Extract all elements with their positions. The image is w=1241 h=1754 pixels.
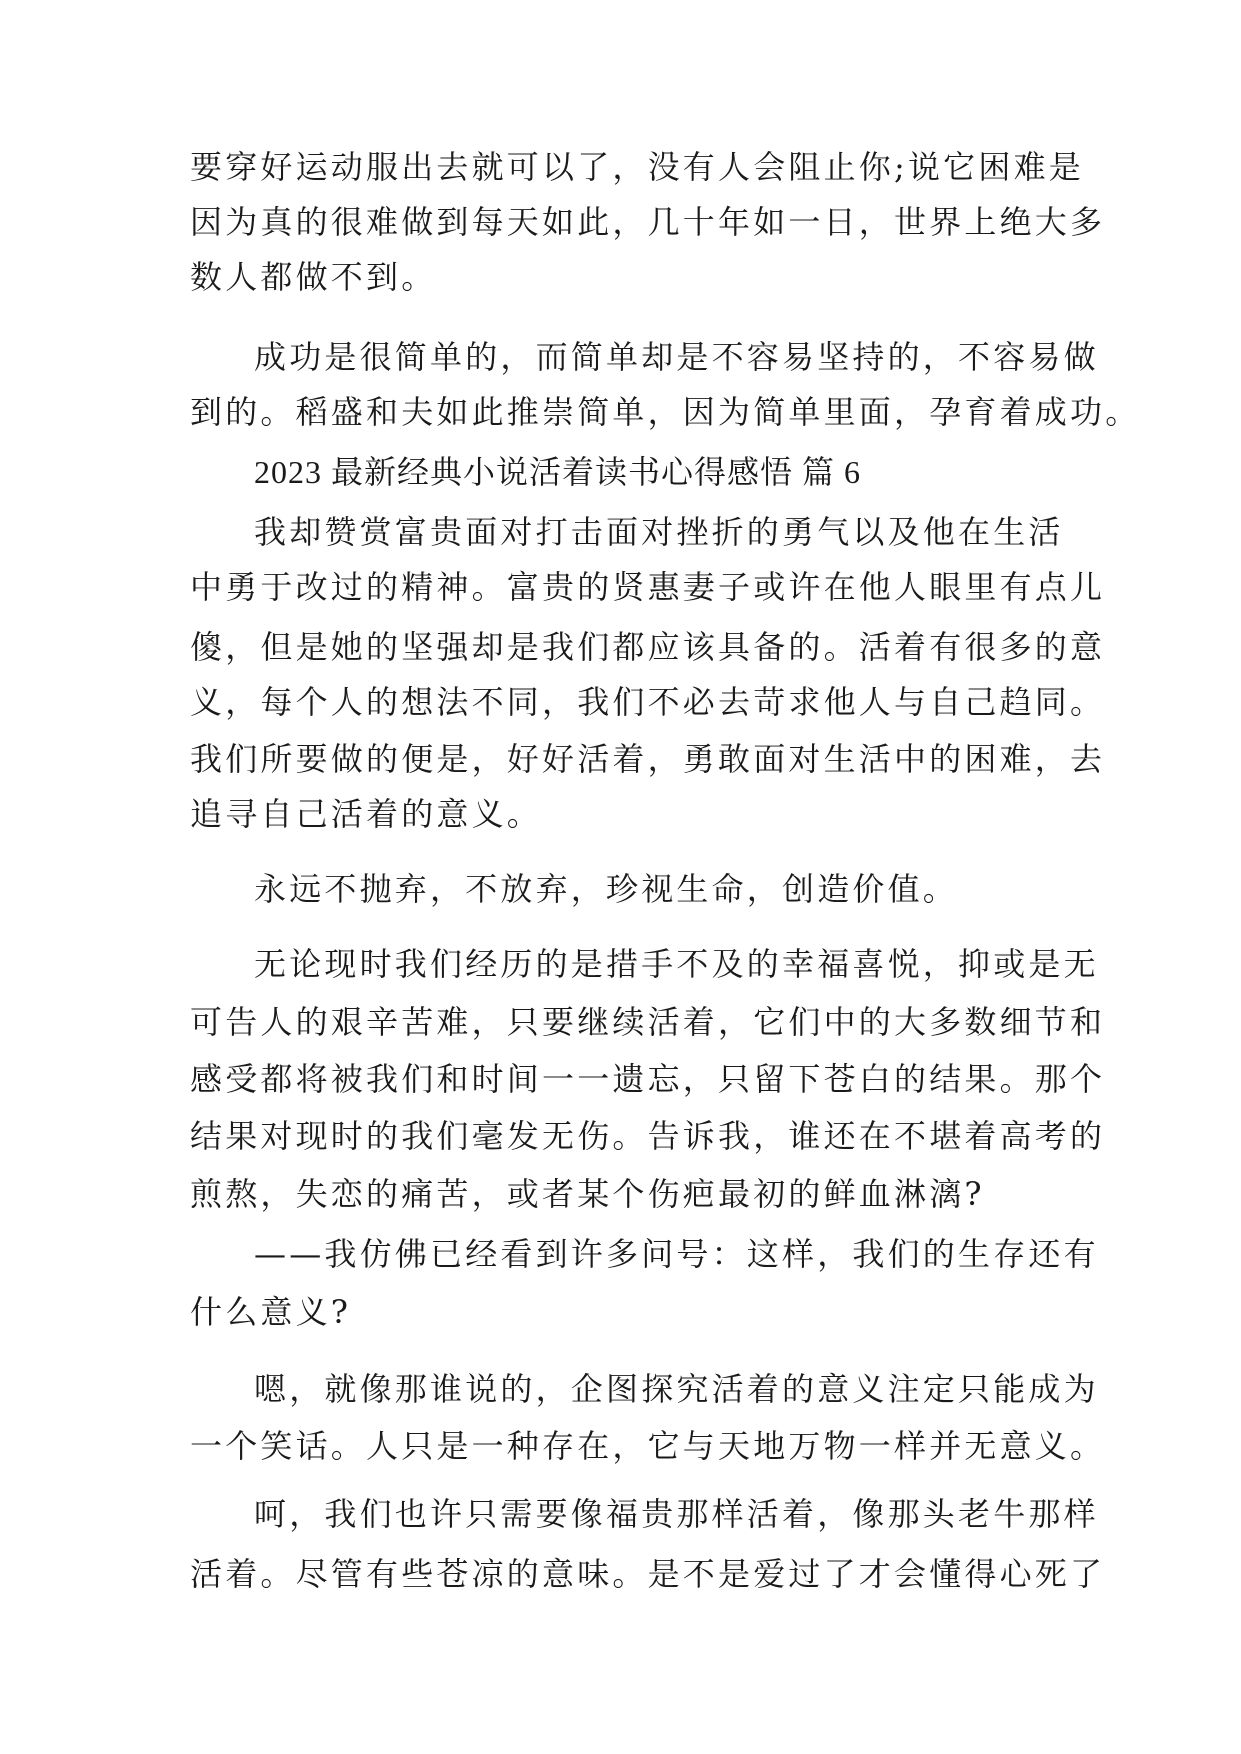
text-line: 要穿好运动服出去就可以了，没有人会阻止你;说它困难是 (190, 148, 1084, 186)
text-line: 数人都做不到。 (190, 258, 437, 296)
text-line: 追寻自己活着的意义。 (190, 795, 543, 833)
text-line: 嗯，就像那谁说的，企图探究活着的意义注定只能成为 (254, 1370, 1099, 1408)
text-line: ——我仿佛已经看到许多问号：这样，我们的生存还有 (254, 1235, 1099, 1273)
text-line: 义，每个人的想法不同，我们不必去苛求他人与自己趋同。 (190, 683, 1106, 721)
text-line: 成功是很简单的，而简单却是不容易坚持的，不容易做 (254, 338, 1099, 376)
text-line: 一个笑话。人只是一种存在，它与天地万物一样并无意义。 (190, 1427, 1106, 1465)
text-line: 结果对现时的我们毫发无伤。告诉我，谁还在不堪着高考的 (190, 1117, 1106, 1155)
text-line: 煎熬，失恋的痛苦，或者某个伤疤最初的鲜血淋漓? (190, 1175, 985, 1213)
text-line: 可告人的艰辛苦难，只要继续活着，它们中的大多数细节和 (190, 1003, 1106, 1041)
text-line: 因为真的很难做到每天如此，几十年如一日，世界上绝大多 (190, 203, 1106, 241)
text-line: 永远不抛弃，不放弃，珍视生命，创造价值。 (254, 870, 959, 908)
text-line: 感受都将被我们和时间一一遗忘，只留下苍白的结果。那个 (190, 1060, 1106, 1098)
text-line: 什么意义? (190, 1293, 352, 1331)
text-line: 活着。尽管有些苍凉的意味。是不是爱过了才会懂得心死了 (190, 1555, 1106, 1593)
text-line: 呵，我们也许只需要像福贵那样活着，像那头老牛那样 (254, 1495, 1099, 1533)
text-line: 中勇于改过的精神。富贵的贤惠妻子或许在他人眼里有点儿 (190, 568, 1106, 606)
section-heading: 2023 最新经典小说活着读书心得感悟 篇 6 (254, 454, 862, 490)
text-line: 我们所要做的便是，好好活着，勇敢面对生活中的困难，去 (190, 740, 1106, 778)
text-line: 无论现时我们经历的是措手不及的幸福喜悦，抑或是无 (254, 945, 1099, 983)
text-line: 我却赞赏富贵面对打击面对挫折的勇气以及他在生活 (254, 513, 1064, 551)
text-line: 傻，但是她的坚强却是我们都应该具备的。活着有很多的意 (190, 628, 1106, 666)
text-line: 到的。稻盛和夫如此推崇简单，因为简单里面，孕育着成功。 (190, 393, 1141, 431)
